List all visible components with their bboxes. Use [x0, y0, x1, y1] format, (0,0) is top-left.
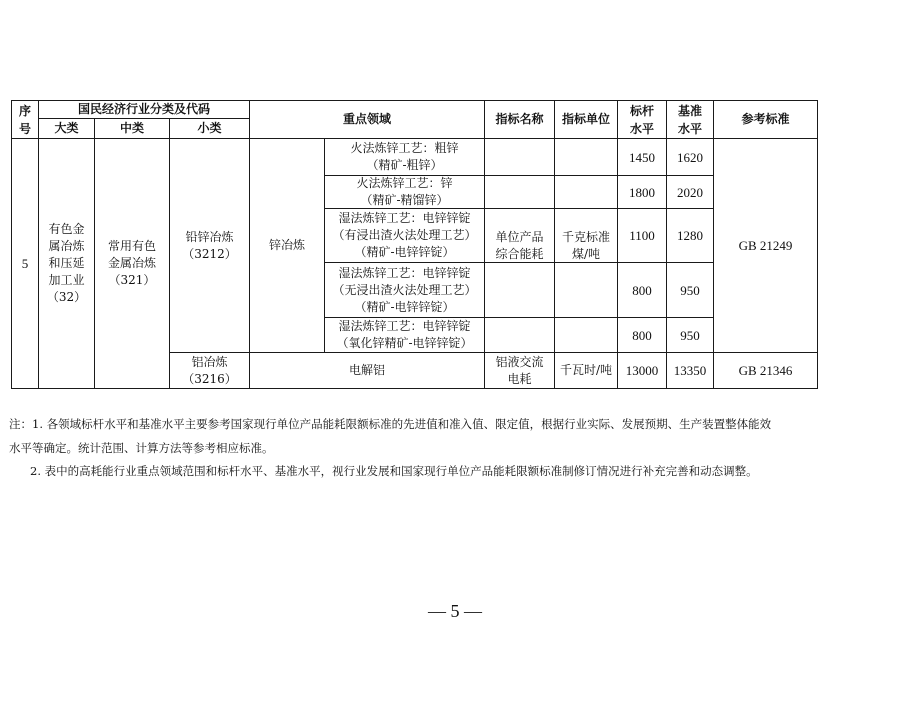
header-minor: 小类	[197, 121, 222, 135]
row-medium-category: 常用有色 金属冶炼 （321）	[107, 239, 156, 287]
header-medium: 中类	[119, 121, 144, 135]
table-border-bottom	[11, 388, 818, 389]
zinc-process-1: 火法炼锌工艺：粗锌 （精矿-粗锌）	[350, 141, 459, 172]
zinc-benchmark-5: 800	[632, 327, 652, 343]
zinc-indicator-name: 单位产品 综合能耗	[495, 229, 544, 261]
aluminum-indicator-name: 铝液交流 电耗	[495, 354, 544, 386]
header-benchmark: 标杆 水平	[629, 103, 654, 136]
row-major-category: 有色金 属冶炼 和压延 加工业 （32）	[46, 222, 87, 304]
header-reference: 参考标准	[741, 112, 790, 126]
zinc-process-5: 湿法炼锌工艺：电锌锌锭 （氧化锌精矿-电锌锌锭）	[336, 319, 473, 350]
aluminum-benchmark: 13000	[625, 363, 659, 378]
table-border-right	[817, 100, 818, 389]
row-seq: 5	[21, 256, 29, 271]
energy-benchmark-table	[11, 100, 818, 389]
zinc-process-2: 火法炼锌工艺：锌 （精矿-精馏锌）	[356, 176, 453, 207]
header-indicator-name: 指标名称	[495, 112, 544, 126]
zinc-benchmark-2: 1800	[629, 184, 655, 200]
zinc-benchmark-4: 800	[632, 282, 652, 298]
zinc-indicator-unit: 千克标准 煤/吨	[561, 229, 610, 261]
header-seq: 序 号	[18, 103, 31, 136]
zinc-minor-category: 铅锌冶炼 （3212）	[182, 229, 237, 261]
zinc-baseline-2: 2020	[677, 184, 703, 200]
aluminum-reference: GB 21346	[738, 363, 793, 378]
page-number: — 5 —	[428, 601, 482, 621]
aluminum-minor-category: 铝冶炼 （3216）	[182, 354, 237, 386]
zinc-benchmark-1: 1450	[629, 149, 655, 165]
zinc-field: 锌冶炼	[268, 238, 305, 252]
header-major: 大类	[54, 121, 79, 135]
zinc-baseline-5: 950	[680, 327, 700, 343]
header-baseline: 基准 水平	[677, 103, 702, 136]
aluminum-baseline: 13350	[673, 363, 707, 378]
note-line-2: 水平等确定。统计范围、计算方法等参考相应标准。	[9, 441, 274, 455]
aluminum-field: 电解铝	[348, 363, 385, 377]
header-indicator-unit: 指标单位	[561, 112, 610, 126]
zinc-baseline-4: 950	[680, 282, 700, 298]
note-line-1: 注：1. 各领域标杆水平和基准水平主要参考国家现行单位产品能耗限额标准的先进值和准入值、限定值，根据行业实际、发展预期、生产装置整体能效	[9, 417, 772, 431]
zinc-process-4: 湿法炼锌工艺：电锌锌锭 （无浸出渣火法处理工艺） （精矿-电锌锌锭）	[332, 265, 477, 314]
header-industry-group: 国民经济行业分类及代码	[77, 102, 210, 116]
zinc-process-3: 湿法炼锌工艺：电锌锌锭 （有浸出渣火法处理工艺） （精矿-电锌锌锭）	[332, 211, 477, 259]
zinc-baseline-3: 1280	[677, 228, 703, 243]
header-key-field: 重点领域	[342, 112, 391, 126]
zinc-baseline-1: 1620	[677, 149, 703, 165]
zinc-benchmark-3: 1100	[629, 228, 655, 243]
aluminum-indicator-unit: 千瓦时/吨	[559, 363, 613, 377]
note-line-3: 2. 表中的高耗能行业重点领域范围和标杆水平、基准水平，视行业发展和国家现行单位产品能耗限额标准制修订情况进行补充完善和动态调整。	[30, 464, 758, 478]
zinc-reference: GB 21249	[738, 238, 793, 253]
